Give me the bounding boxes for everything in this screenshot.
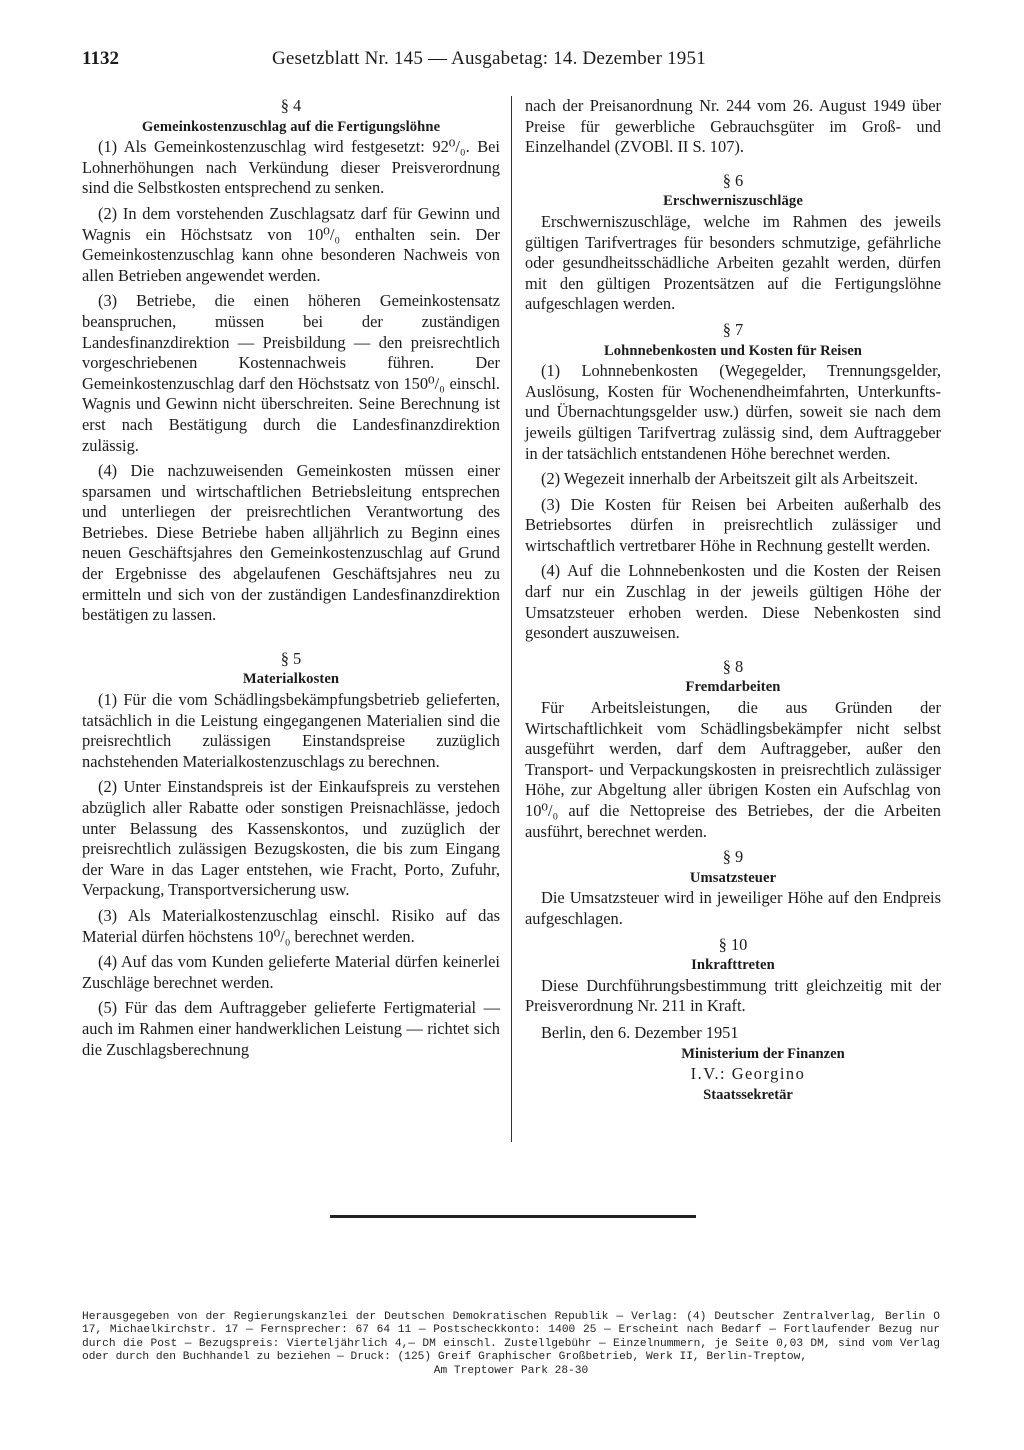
section-8 — [525, 657, 941, 842]
end-rule — [330, 1215, 696, 1218]
place-and-date: Berlin, den 6. Dezember 1951 — [541, 1022, 739, 1042]
paragraph: (2) In dem vorstehenden Zuschlagsatz darf für Gewinn und Wagnis ein Höchstsatz von 10⁰/₀ enthalten sein. Der Gemeinkostenzuschlag kann ohne besonderen Nachweis von allen Betrieben angewendet werden. — [82, 203, 500, 285]
section-title: Inkrafttreten — [691, 957, 775, 974]
paragraph: (4) Die nachzuweisenden Gemeinkosten müssen einer sparsamen und wirtschaftlichen Betriebsleitung entsprechen und unterliegen der preisrechtlichen Verantwortung des Betriebes. Diese Betriebe haben alljährlich zu Beginn eines neuen Geschäftsjahres den Gemeinkostenzuschlag auf Grund der Ergebnisse des abgelaufenen Geschäftsjahres neu zu ermitteln und sich von der zuständigen Landesfinanzdirektion bestätigen zu lassen. — [82, 461, 500, 625]
signer-name: I.V.: Georgino — [690, 1064, 806, 1084]
imprint-address: Am Treptower Park 28-30 — [433, 1364, 589, 1377]
section-number: § 9 — [722, 847, 744, 867]
paragraph: (4) Auf die Lohnnebenkosten und die Kosten der Reisen darf nur ein Zuschlag in der jeweils gültigen Höhe der Umsatzsteuer erhoben werden. Diese Nebenkosten sind gesondert auszuweisen. — [525, 561, 941, 643]
section-title: Lohnnebenkosten und Kosten für Reisen — [603, 342, 863, 359]
column-divider — [511, 96, 512, 1142]
section-6 — [525, 171, 941, 315]
section-number: § 10 — [718, 934, 748, 954]
signature-block — [525, 1023, 941, 1105]
paragraph: Die Umsatzsteuer wird in jeweiliger Höhe auf den Endpreis aufgeschlagen. — [525, 888, 941, 928]
paragraph: (3) Als Materialkostenzuschlag einschl. Risiko auf das Material dürfen höchstens 10⁰/₀ berechnet werden. — [82, 905, 500, 946]
paragraph: (3) Betriebe, die einen höheren Gemeinkostensatz beanspruchen, müssen bei der zuständigen Landesfinanzdirektion — Preisbildung — den preisrechtlich vorgeschriebenen Kostennachweis führen. Der Gemeinkostenzuschlag darf den Höchstsatz von 150⁰/₀ einschl. Wagnis und Gewinn nicht überschreiten. Seine Berechnung ist erst nach Bestätigung durch die Landesfinanzdirektion zulässig. — [82, 291, 500, 455]
paragraph: (2) Unter Einstandspreis ist der Einkaufspreis zu verstehen abzüglich aller Rabatte oder sonstigen Preisnachlässe, jedoch unter Belassung des Kassenskontos, und zuzüglich der preisrechtlich zulässigen Bezugskosten, die bis zum Eingang der Ware in das Lager entstehen, wie Fracht, Porto, Zufuhr, Verpackung, Transportversicherung usw. — [82, 777, 500, 900]
section-title: Gemeinkostenzuschlag auf die Fertigungslöhne — [141, 118, 441, 135]
section-title: Fremdarbeiten — [685, 679, 781, 696]
section-title: Materialkosten — [242, 671, 340, 688]
section-number: § 5 — [280, 648, 302, 668]
paragraph: Diese Durchführungsbestimmung tritt gleichzeitig mit der Preisverordnung Nr. 211 in Kraft. — [525, 975, 941, 1016]
left-column — [82, 96, 500, 1065]
paragraph: Erschwerniszuschläge, welche im Rahmen des jeweils gültigen Tarifvertrages für besonders schmutzige, gefährliche oder gesundheitsschädliche Arbeiten gezahlt werden, dürfen mit den gültigen Prozentsätzen auf die Fertigungslöhne aufgeschlagen werden. — [525, 211, 941, 314]
paragraph: (4) Auf das vom Kunden gelieferte Material dürfen keinerlei Zuschläge berechnet werden. — [82, 952, 500, 992]
paragraph: (5) Für das dem Auftraggeber gelieferte Fertigmaterial — auch im Rahmen einer handwerklichen Leistung — richtet sich die Zuschlagsberechnung — [82, 998, 500, 1059]
section-number: § 8 — [722, 656, 744, 676]
paragraph: (1) Lohnnebenkosten (Wegegelder, Trennungsgelder, Auslösung, Kosten für Wochenendheimfahrten, Unterkunfts- und Übernachtungsgelder usw.) dürfen, soweit sie nach dem jeweils gültigen Tarifvertrag zulässig sind, dem Auftraggeber in der tatsächlich entstandenen Höhe berechnet werden. — [525, 361, 941, 463]
paragraph: (1) Als Gemeinkostenzuschlag wird festgesetzt: 92⁰/₀. Bei Lohnerhöhungen nach Verkündung dieser Preisverordnung sind die Selbstkosten entsprechend zu senken. — [82, 137, 500, 198]
ministry-name: Ministerium der Finanzen — [681, 1045, 845, 1062]
section-9 — [525, 847, 941, 929]
page-header — [82, 44, 942, 74]
signer-rank: Staatssekretär — [703, 1086, 793, 1103]
page-number: 1132 — [82, 48, 119, 69]
paragraph: Für Arbeitsleistungen, die aus Gründen der Wirtschaftlichkeit vom Schädlingsbekämpfer nicht selbst ausgeführt werden, darf dem Auftraggeber, außer den Transport- und Verpackungskosten in preisrechtlich zulässiger Höhe, zur Abgeltung aller übrigen Kosten ein Aufschlag von 10⁰/₀ auf die Nettopreise des Betriebes, der die Arbeiten ausführt, berechnet werden. — [525, 698, 941, 841]
section-4 — [82, 96, 500, 626]
paragraph: (2) Wegezeit innerhalb der Arbeitszeit gilt als Arbeitszeit. — [541, 469, 919, 489]
imprint-text: Herausgegeben von der Regierungskanzlei der Deutschen Demokratischen Republik — Verlag: (4) Deutscher Zentralverlag, Berlin O 17, Michaelkirchstr. 17 — Fernsprecher: 67 64 11 — Postscheckkonto: 1400 25 — Erscheint nach Bedarf — Fortlaufender Bezug nur durch die Post — Bezugspreis: Vierteljährlich 4,— DM einschl. Zustellgebühr — Einzelnummern, je Seite 0,03 DM, sind vom Verlag oder durch den Buchhandel zu beziehen — Druck: (125) Greif Graphischer Großbetrieb, Werk II, Berlin-Treptow, — [82, 1311, 940, 1364]
paragraph: (3) Die Kosten für Reisen bei Arbeiten außerhalb des Betriebsortes dürfen in preisrechtlich zulässiger und wirtschaftlich vertretbarer Höhe in Rechnung gestellt werden. — [525, 494, 941, 555]
section-10 — [525, 935, 941, 1017]
section-number: § 4 — [280, 96, 302, 115]
paragraph: (1) Für die vom Schädlingsbekämpfungsbetrieb gelieferten, tatsächlich in die Leistung eingegangenen Materialien sind die preisrechtlich zulässigen Einstandspreise zuzüglich nachstehenden Materialkostenzuschlags zu berechnen. — [82, 690, 500, 771]
header-title: Gesetzblatt Nr. 145 — Ausgabetag: 14. Dezember 1951 — [272, 48, 706, 69]
paragraph-continued: nach der Preisanordnung Nr. 244 vom 26. August 1949 über Preise für gewerbliche Gebrauchsgüter im Groß- und Einzelhandel (ZVOBl. II S. 107). — [525, 96, 941, 157]
imprint-footer — [82, 1311, 940, 1378]
section-5 — [82, 649, 500, 1060]
section-title: Umsatzsteuer — [689, 869, 777, 886]
section-number: § 7 — [722, 319, 744, 339]
section-title: Erschwerniszuschläge — [663, 193, 803, 210]
section-number: § 6 — [722, 170, 744, 190]
right-column — [525, 96, 941, 1105]
section-7 — [525, 320, 941, 644]
